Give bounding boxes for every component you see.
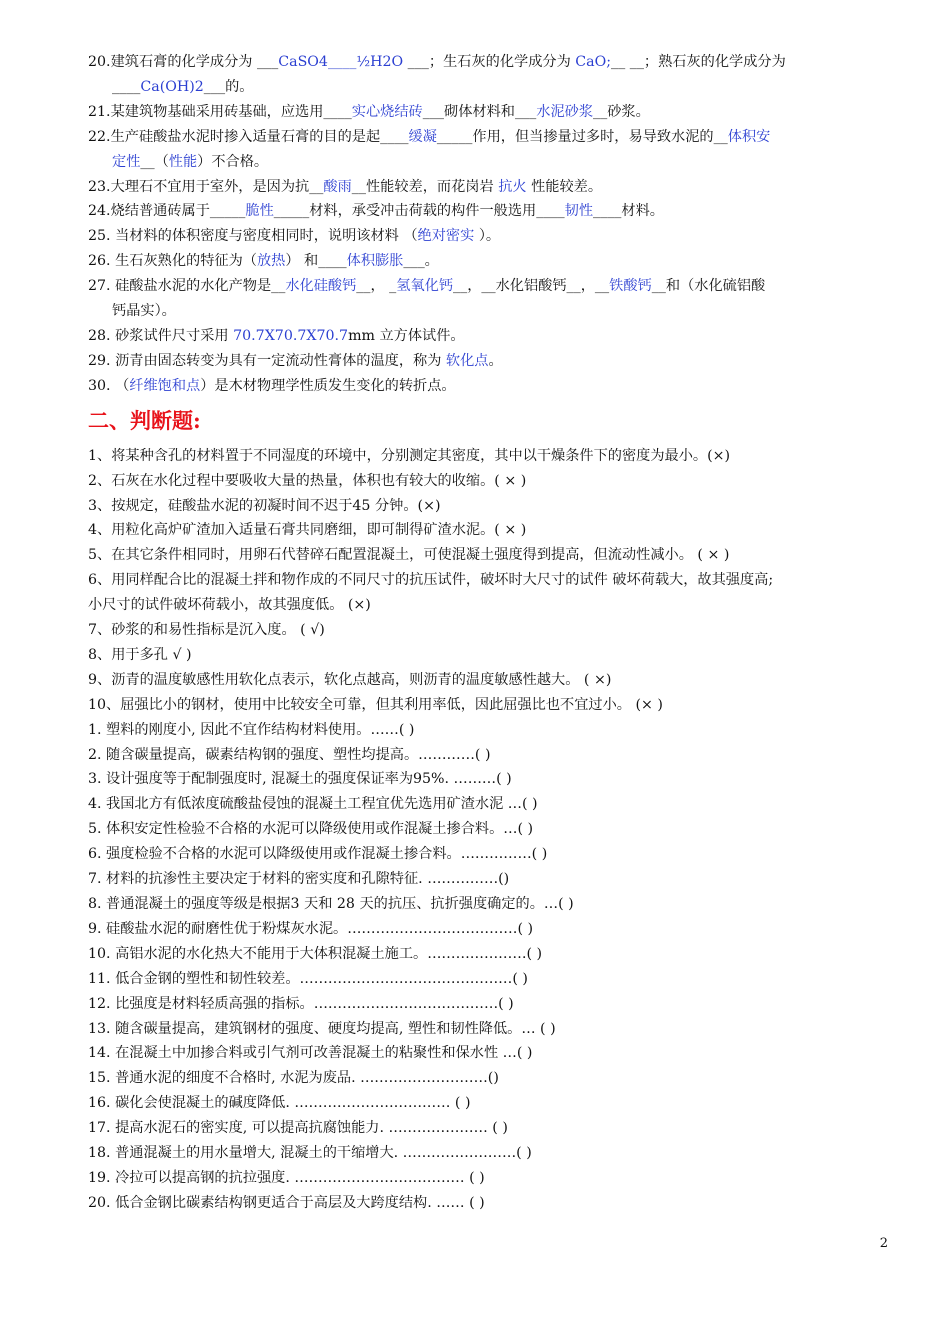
judgment-item: 2、石灰在水化过程中要吸收大量的热量，体积也有较大的收缩。( × ) bbox=[88, 472, 527, 489]
question-text: ___砌体材料和___ bbox=[422, 103, 537, 120]
judgment-item: 3. 设计强度等于配制强度时, 混凝土的强度保证率为95%. ………( ) bbox=[88, 771, 512, 788]
answer-text: 铁酸钙 bbox=[609, 278, 652, 295]
judgment-item: 16. 碳化会使混凝土的碱度降低. …………………………… ( ) bbox=[88, 1095, 471, 1112]
answer-text: 缓凝 bbox=[408, 128, 437, 145]
fill-blank-line bbox=[88, 125, 892, 150]
judgment-item: 15. 普通水泥的细度不合格时, 水泥为废品. ………………………() bbox=[88, 1070, 499, 1087]
judgment-item: 11. 低合金钢的塑性和韧性较差。………………………………………( ) bbox=[88, 970, 528, 987]
fill-blank-line bbox=[88, 324, 892, 349]
question-text: _____材料，承受冲击荷载的构件一般选用____ bbox=[273, 203, 565, 220]
question-text: __（ bbox=[140, 153, 169, 170]
fill-blank-section bbox=[88, 50, 892, 399]
answer-text: CaO; bbox=[575, 54, 612, 70]
question-text: 大理石不宜用于室外，是因为抗__ bbox=[110, 178, 324, 195]
page-number: 2 bbox=[879, 1236, 888, 1251]
judgment-item: 9、沥青的温度敏感性用软化点表示，软化点越高，则沥青的温度敏感性越大。 ( ×) bbox=[88, 671, 612, 688]
judgment-item: 4. 我国北方有低浓度硫酸盐侵蚀的混凝土工程宜优先选用矿渣水泥 …( ) bbox=[88, 796, 538, 813]
item-number: 27. bbox=[88, 278, 111, 295]
document-page bbox=[88, 50, 892, 1216]
question-text: ___。 bbox=[403, 253, 439, 270]
fill-blank-line bbox=[88, 100, 892, 125]
answer-text: 放热 bbox=[256, 253, 286, 270]
answer-text: 纤维饱和点 bbox=[129, 377, 201, 394]
fill-blank-line bbox=[88, 150, 892, 175]
judgment-item: 2. 随含碳量提高，碳素结构钢的强度、塑性均提高。…………( ) bbox=[88, 746, 491, 763]
fill-blank-line bbox=[88, 249, 892, 274]
judgment-item: 7. 材料的抗渗性主要决定于材料的密实度和孔隙特征. ……………() bbox=[88, 871, 510, 888]
question-text: ___；生石灰的化学成分为 bbox=[403, 54, 576, 70]
answer-text: 定性 bbox=[112, 153, 141, 170]
item-number: 25. bbox=[88, 228, 111, 245]
answer-text: 水化硅酸钙 bbox=[285, 278, 357, 295]
answer-text: 绝对密实 bbox=[417, 228, 475, 245]
answer-text: 实心烧结砖 bbox=[351, 103, 423, 120]
judgment-item: 13. 随含碳量提高，建筑钢材的强度、硬度均提高, 塑性和韧性降低。… ( ) bbox=[88, 1020, 556, 1037]
answer-text: 体积安 bbox=[727, 128, 771, 145]
question-text: __ __；熟石灰的化学成分为 bbox=[611, 54, 786, 70]
judgment-list-a bbox=[88, 444, 892, 718]
judgment-item: 12. 比强度是材料轻质高强的指标。…………………………………( ) bbox=[88, 995, 514, 1012]
answer-text: 氢氧化钙 bbox=[396, 278, 454, 295]
judgment-item: 6、用同样配合比的混凝土拌和物作成的不同尺寸的抗压试件，破坏时大尺寸的试件 破坏荷载大，故其强度高; bbox=[88, 572, 774, 589]
question-text: ____材料。 bbox=[593, 203, 664, 220]
answer-text: 体积膨胀 bbox=[346, 253, 404, 270]
item-number: 24. bbox=[88, 203, 111, 220]
judgment-item: 19. 冷拉可以提高钢的抗拉强度. ……………………………… ( ) bbox=[88, 1169, 485, 1186]
question-text: mm 立方体试件。 bbox=[348, 327, 465, 344]
judgment-list-b bbox=[88, 718, 892, 1216]
fill-blank-line bbox=[88, 50, 892, 75]
answer-text: 酸雨 bbox=[323, 178, 352, 195]
judgment-item: 5. 体积安定性检验不合格的水泥可以降级使用或作混凝土掺合料。…( ) bbox=[88, 821, 534, 838]
question-text: ） 和____ bbox=[285, 253, 347, 270]
item-number: 20. bbox=[88, 54, 111, 70]
fill-blank-line bbox=[88, 199, 892, 224]
question-text: 砂浆试件尺寸采用 bbox=[110, 327, 234, 344]
judgment-item: 10. 高铝水泥的水化热大不能用于大体积混凝土施工。…………………( ) bbox=[88, 945, 543, 962]
question-text: 烧结普通砖属于_____ bbox=[110, 203, 246, 220]
fill-blank-line bbox=[88, 175, 892, 200]
question-text: ）不合格。 bbox=[197, 153, 269, 170]
question-text: _____作用，但当掺量过多时，易导致水泥的__ bbox=[436, 128, 728, 145]
answer-text: 性能 bbox=[168, 153, 198, 170]
judgment-item: 6. 强度检验不合格的水泥可以降级使用或作混凝土掺合料。……………( ) bbox=[88, 846, 548, 863]
judgment-item: 1. 塑料的刚度小, 因此不宜作结构材料使用。……( ) bbox=[88, 721, 415, 738]
judgment-item: 14. 在混凝土中加掺合料或引气剂可改善混凝土的粘聚性和保水性 …( ) bbox=[88, 1045, 533, 1062]
question-text: （ bbox=[110, 377, 130, 394]
fill-blank-line bbox=[88, 374, 892, 399]
judgment-item: 3、按规定，硅酸盐水泥的初凝时间不迟于45 分钟。(×) bbox=[88, 497, 441, 514]
question-text: ____ bbox=[112, 78, 141, 95]
judgment-item: 小尺寸的试件破坏荷载小，故其强度低。 (×) bbox=[88, 597, 371, 614]
fill-blank-line bbox=[88, 349, 892, 374]
answer-text: 软化点 bbox=[445, 352, 489, 369]
judgment-item: 17. 提高水泥石的密实度, 可以提高抗腐蚀能力. ………………… ( ) bbox=[88, 1120, 508, 1137]
question-text: 某建筑物基础采用砖基础，应选用____ bbox=[110, 103, 352, 120]
section-heading: 二、判断题: bbox=[88, 407, 201, 433]
item-number: 29. bbox=[88, 352, 111, 369]
question-text: 生产硅酸盐水泥时掺入适量石膏的目的是起____ bbox=[110, 128, 409, 145]
item-number: 22. bbox=[88, 128, 111, 145]
judgment-item: 20. 低合金钢比碳素结构钢更适合于高层及大跨度结构. …… ( ) bbox=[88, 1194, 485, 1211]
item-number: 26. bbox=[88, 253, 111, 270]
judgment-item: 7、砂浆的和易性指标是沉入度。 ( √) bbox=[88, 622, 325, 639]
answer-text: 水泥砂浆 bbox=[536, 103, 594, 120]
question-text: ）是木材物理学性质发生变化的转折点。 bbox=[200, 377, 456, 394]
judgment-item: 5、在其它条件相同时，用卵石代替碎石配置混凝土，可使混凝土强度得到提高，但流动性减小。 ( × ) bbox=[88, 547, 730, 564]
judgment-item: 4、用粒化高炉矿渣加入适量石膏共同磨细，即可制得矿渣水泥。( × ) bbox=[88, 522, 527, 539]
answer-text: Ca(OH)2 bbox=[140, 78, 204, 95]
question-text: 性能较差。 bbox=[526, 178, 603, 195]
question-text: __， _ bbox=[356, 278, 397, 295]
question-text: 生石灰熟化的特征为（ bbox=[110, 253, 257, 270]
item-number: 28. bbox=[88, 327, 111, 344]
fill-blank-line bbox=[88, 299, 892, 324]
fill-blank-line bbox=[88, 75, 892, 100]
question-text: 硅酸盐水泥的水化产物是__ bbox=[110, 278, 286, 295]
question-text: ）。 bbox=[474, 228, 501, 245]
answer-text: CaSO4____½H2O bbox=[278, 54, 404, 70]
question-text: 钙晶实）。 bbox=[112, 303, 176, 320]
judgment-item: 8. 普通混凝土的强度等级是根据3 天和 28 天的抗压、抗折强度确定的。…( ) bbox=[88, 896, 574, 912]
question-text: 。 bbox=[488, 352, 503, 369]
judgment-item: 1、将某种含孔的材料置于不同湿度的环境中，分别测定其密度，其中以干燥条件下的密度为最小。(×) bbox=[88, 447, 731, 464]
question-text: 建筑石膏的化学成分为 ___ bbox=[110, 54, 279, 70]
item-number: 23. bbox=[88, 178, 111, 195]
question-text: __，__水化铝酸钙__，__ bbox=[453, 278, 610, 295]
question-text: __砂浆。 bbox=[593, 103, 650, 120]
judgment-item: 9. 硅酸盐水泥的耐磨性优于粉煤灰水泥。………………………………( ) bbox=[88, 920, 534, 937]
fill-blank-line bbox=[88, 274, 892, 299]
question-text: __和（水化硫铝酸 bbox=[651, 278, 766, 295]
answer-text: 韧性 bbox=[564, 203, 594, 220]
judgment-item: 8、用于多孔 √ ) bbox=[88, 646, 192, 663]
question-text: ___的。 bbox=[203, 78, 254, 95]
question-text: __性能较差，而花岗岩 bbox=[351, 178, 499, 195]
judgment-item: 10、屈强比小的钢材，使用中比较安全可靠，但其利用率低，因此屈强比也不宜过小。 (× ) bbox=[88, 696, 663, 713]
item-number: 30. bbox=[88, 377, 111, 394]
fill-blank-line bbox=[88, 224, 892, 249]
judgment-item: 18. 普通混凝土的用水量增大, 混凝土的干缩增大. ……………………( ) bbox=[88, 1145, 532, 1162]
answer-text: 抗火 bbox=[498, 178, 527, 195]
question-text: 沥青由固态转变为具有一定流动性膏体的温度，称为 bbox=[110, 352, 446, 369]
question-text: 当材料的体积密度与密度相同时，说明该材料 （ bbox=[110, 228, 418, 245]
answer-text: 70.7X70.7X70.7 bbox=[233, 327, 349, 344]
item-number: 21. bbox=[88, 103, 111, 120]
answer-text: 脆性 bbox=[245, 203, 274, 220]
